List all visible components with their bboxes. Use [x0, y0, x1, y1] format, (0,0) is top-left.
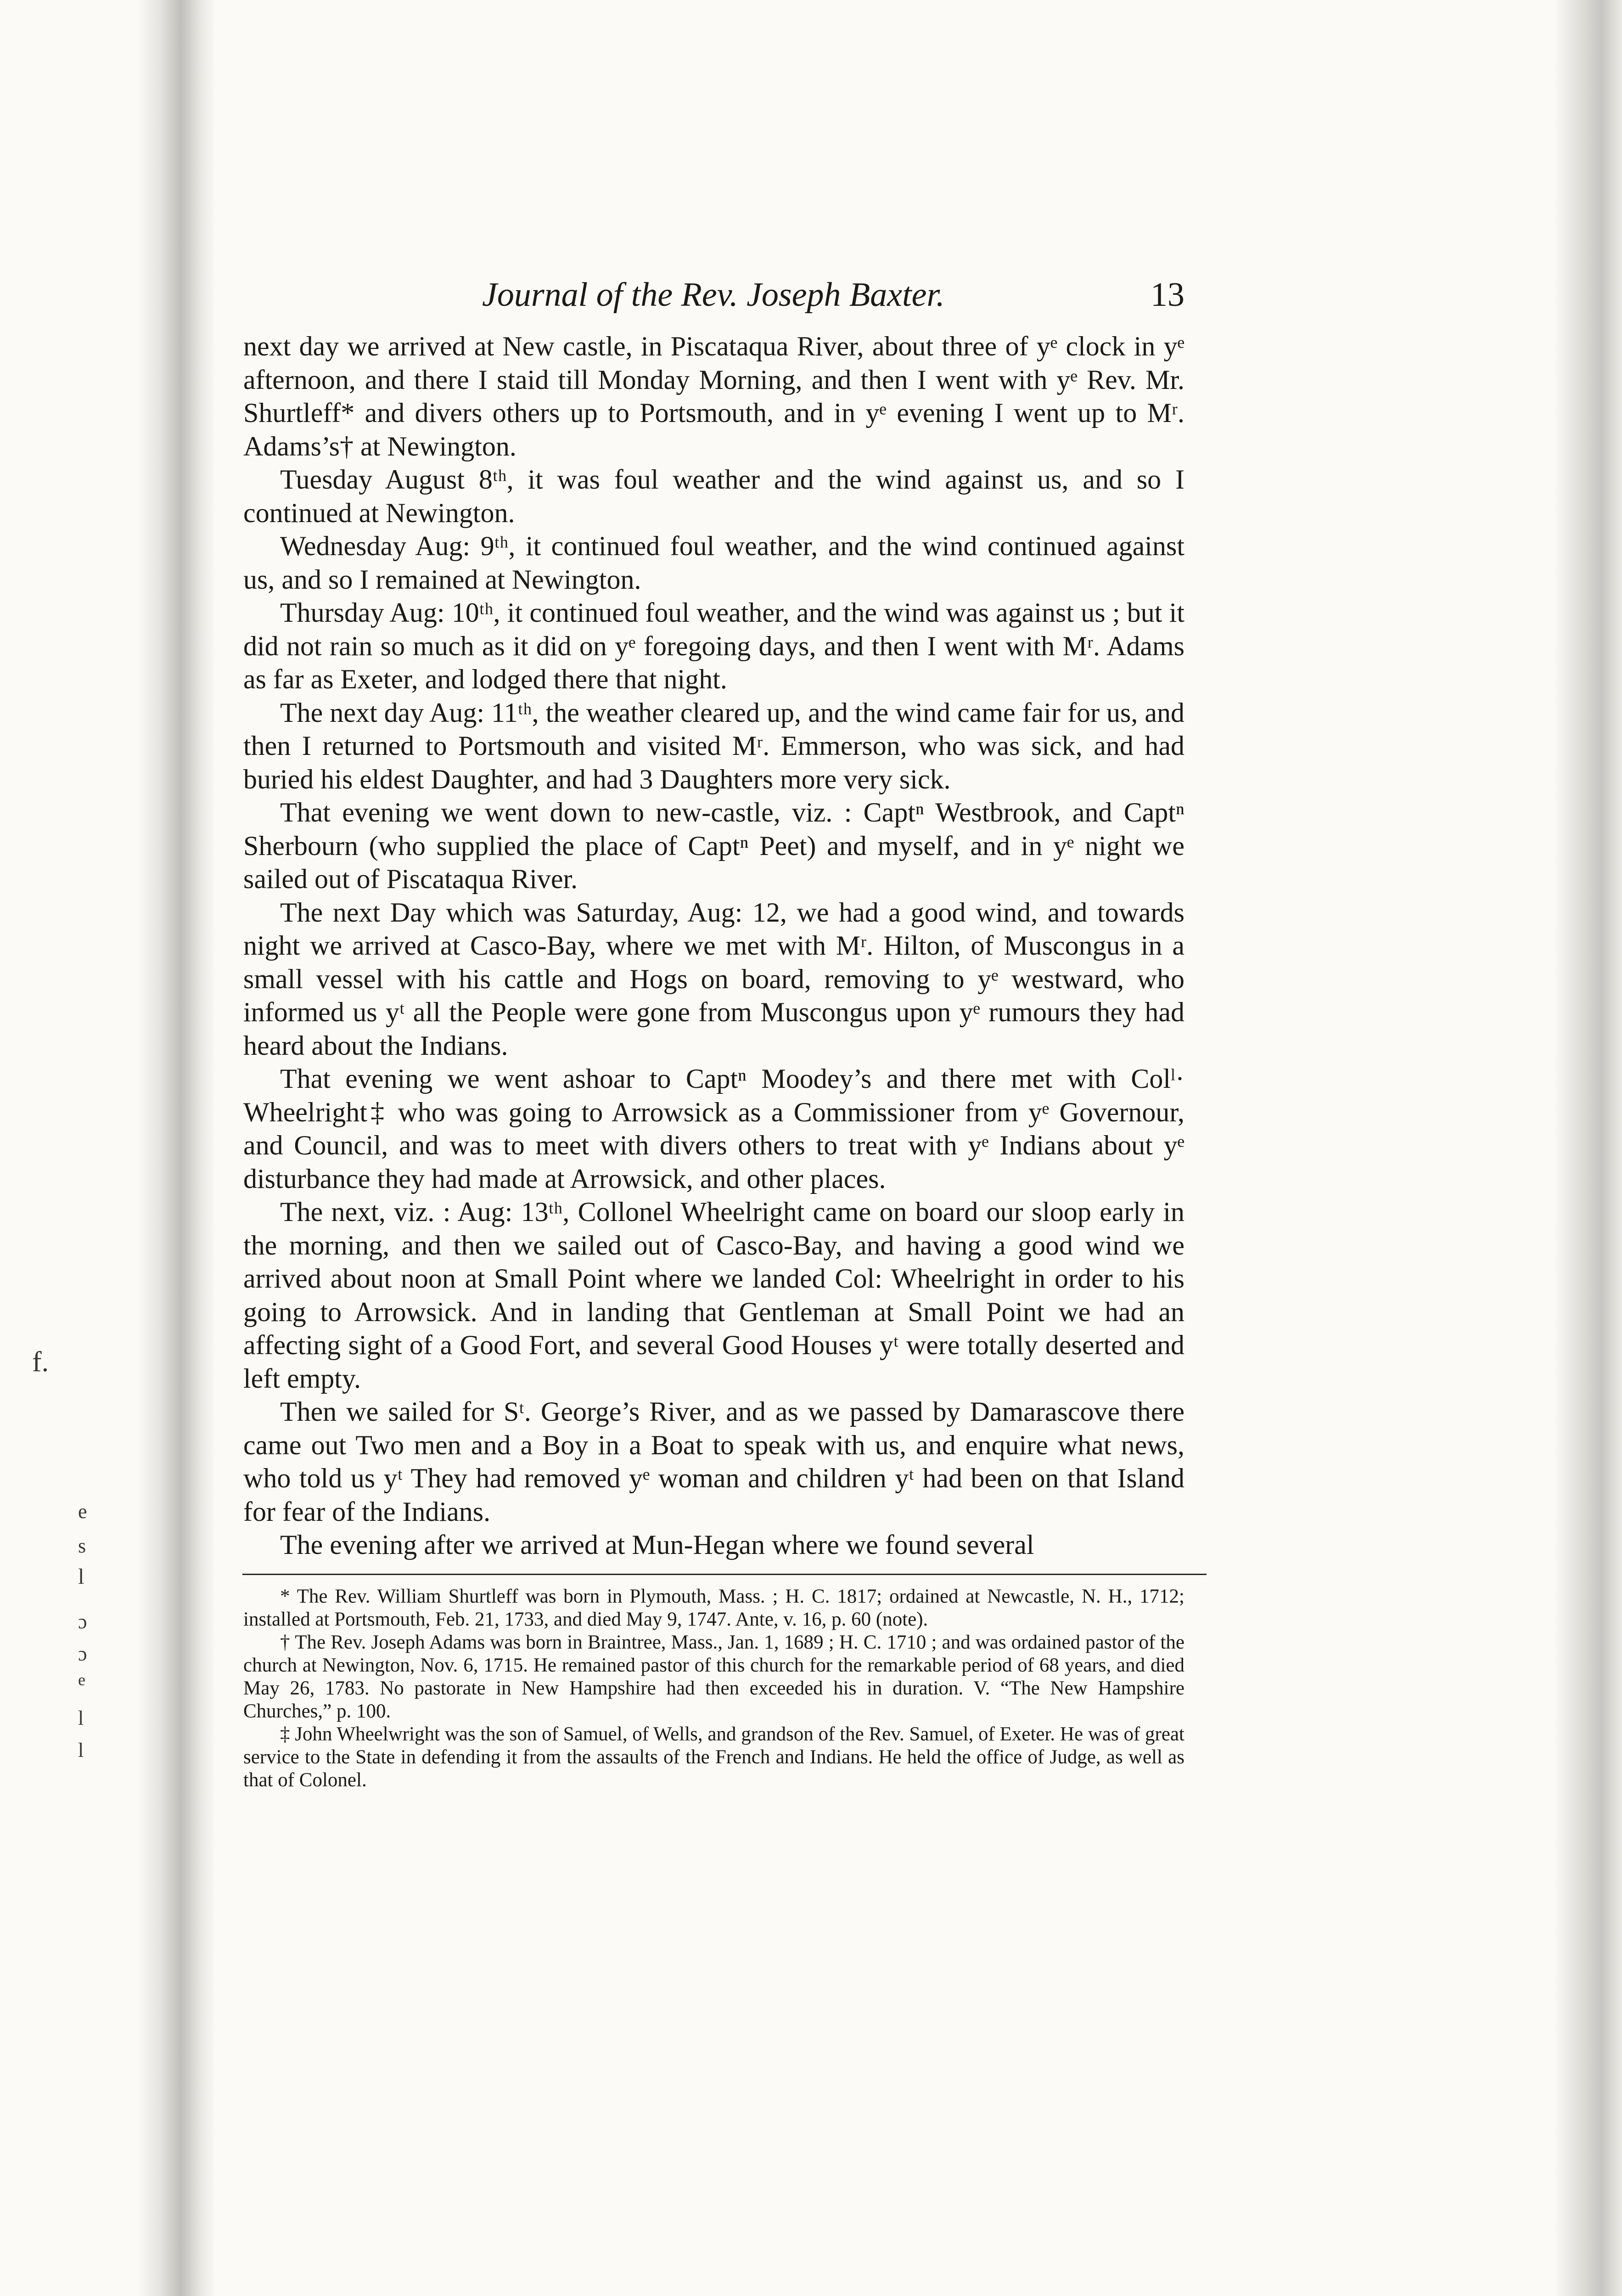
footnote: * The Rev. William Shurtleff was born in Plymouth, Mass. ; H. C. 1817; ordained at Newcastle, N. H., 1712; installed at Portsmouth, Feb. 21, 1733, and died May 9, 1747. Ante, v. 16, p. 60 (note). [243, 1585, 1184, 1630]
footnotes [243, 1585, 1184, 1792]
paragraph: The next Day which was Saturday, Aug: 12, we had a good wind, and towards night we arrived at Casco-Bay, where we met with Mʳ. Hilton, of Muscongus in a small vessel with his cattle and Hogs on board, removing to yᵉ westward, who informed us yᵗ all the People were gone from Muscongus upon yᵉ rumours they had heard about the Indians. [243, 897, 1184, 1061]
paragraph: The next day Aug: 11ᵗʰ, the weather cleared up, and the wind came fair for us, and then I returned to Portsmouth and visited Mʳ. Emmerson, who was sick, and had buried his eldest Daughter, and had 3 Daughters more very sick. [243, 697, 1184, 794]
bleed-glyph: e [78, 1671, 85, 1689]
paragraph: Then we sailed for Sᵗ. George’s River, and as we passed by Damarascove there came out Two men and a Boy in a Boat to speak with us, and enquire what news, who told us yᵗ They had removed yᵉ woman and children yᵗ had been on that Island for fear of the Indians. [243, 1396, 1184, 1527]
page-content [243, 276, 1184, 1792]
page-number: 13 [1151, 276, 1184, 314]
bleed-glyph: ɔ [78, 1610, 87, 1633]
facing-page-bleed [0, 0, 138, 2296]
running-head-title: Journal of the Rev. Joseph Baxter. [482, 276, 945, 314]
footnote: † The Rev. Joseph Adams was born in Braintree, Mass., Jan. 1, 1689 ; H. C. 1710 ; and was ordained pastor of the church at Newington, Nov. 6, 1715. He remained pastor of this church for the remarkable period of 68 years, and died May 26, 1783. No pastorate in New Hampshire had then exceeded his in duration. V. “The New Hampshire Churches,” p. 100. [243, 1631, 1184, 1722]
paragraph: next day we arrived at New castle, in Piscataqua River, about three of yᵉ clock in yᵉ afternoon, and there I staid till Monday Morning, and then I went with yᵉ Rev. Mr. Shurtleff* and divers others up to Portsmouth, and in yᵉ evening I went up to Mʳ. Adams’s† at Newington. [243, 331, 1184, 461]
bleed-glyph: ɔ [78, 1643, 87, 1665]
paragraph: Wednesday Aug: 9ᵗʰ, it continued foul weather, and the wind continued against us, and so I remained at Newington. [243, 531, 1184, 595]
bleed-glyph: l [78, 1707, 84, 1729]
paragraph: The next, viz. : Aug: 13ᵗʰ, Collonel Wheelright came on board our sloop early in the morning, and then we sailed out of Casco-Bay, and having a good wind we arrived about noon at Small Point where we landed Col: Wheelright in order to his going to Arrowsick. And in landing that Gentleman at Small Point we had an affecting sight of a Good Fort, and several Good Houses yᵗ were totally deserted and left empty. [243, 1197, 1184, 1394]
paragraph: Tuesday August 8ᵗʰ, it was foul weather and the wind against us, and so I continued at Newington. [243, 464, 1184, 528]
paragraph: That evening we went ashoar to Captⁿ Moodey’s and there met with Colˡ· Wheelright‡ who was going to Arrowsick as a Commissioner from yᵉ Governour, and Council, and was to meet with divers others to treat with yᵉ Indians about yᵉ disturbance they had made at Arrowsick, and other places. [243, 1064, 1184, 1194]
footnote-rule [242, 1574, 1207, 1575]
bleed-glyph: l [78, 1739, 84, 1761]
right-edge-shadow [1553, 0, 1622, 2296]
bleed-glyph: e [78, 1500, 87, 1523]
binding-gutter-shadow [138, 0, 216, 2296]
paragraph: The evening after we arrived at Mun-Hegan where we found several [280, 1530, 1034, 1560]
paragraph: That evening we went down to new-castle, viz. : Captⁿ Westbrook, and Captⁿ Sherbourn (who supplied the place of Captⁿ Peet) and myself, and in yᵉ night we sailed out of Piscataqua River. [243, 797, 1184, 894]
bleed-glyph: f. [32, 1346, 49, 1378]
footnote: ‡ John Wheelwright was the son of Samuel, of Wells, and grandson of the Rev. Samuel, of Exeter. He was of great service to the State in defending it from the assaults of the French and Indians. He held the office of Judge, as well as that of Colonel. [243, 1723, 1184, 1791]
paragraph: Thursday Aug: 10ᵗʰ, it continued foul weather, and the wind was against us ; but it did not rain so much as it did on yᵉ foregoing days, and then I went with Mʳ. Adams as far as Exeter, and lodged there that night. [243, 597, 1184, 694]
bleed-glyph: s [78, 1535, 86, 1557]
running-head [243, 276, 1184, 326]
bleed-glyph: l [78, 1564, 84, 1589]
body-text [243, 330, 1184, 1562]
